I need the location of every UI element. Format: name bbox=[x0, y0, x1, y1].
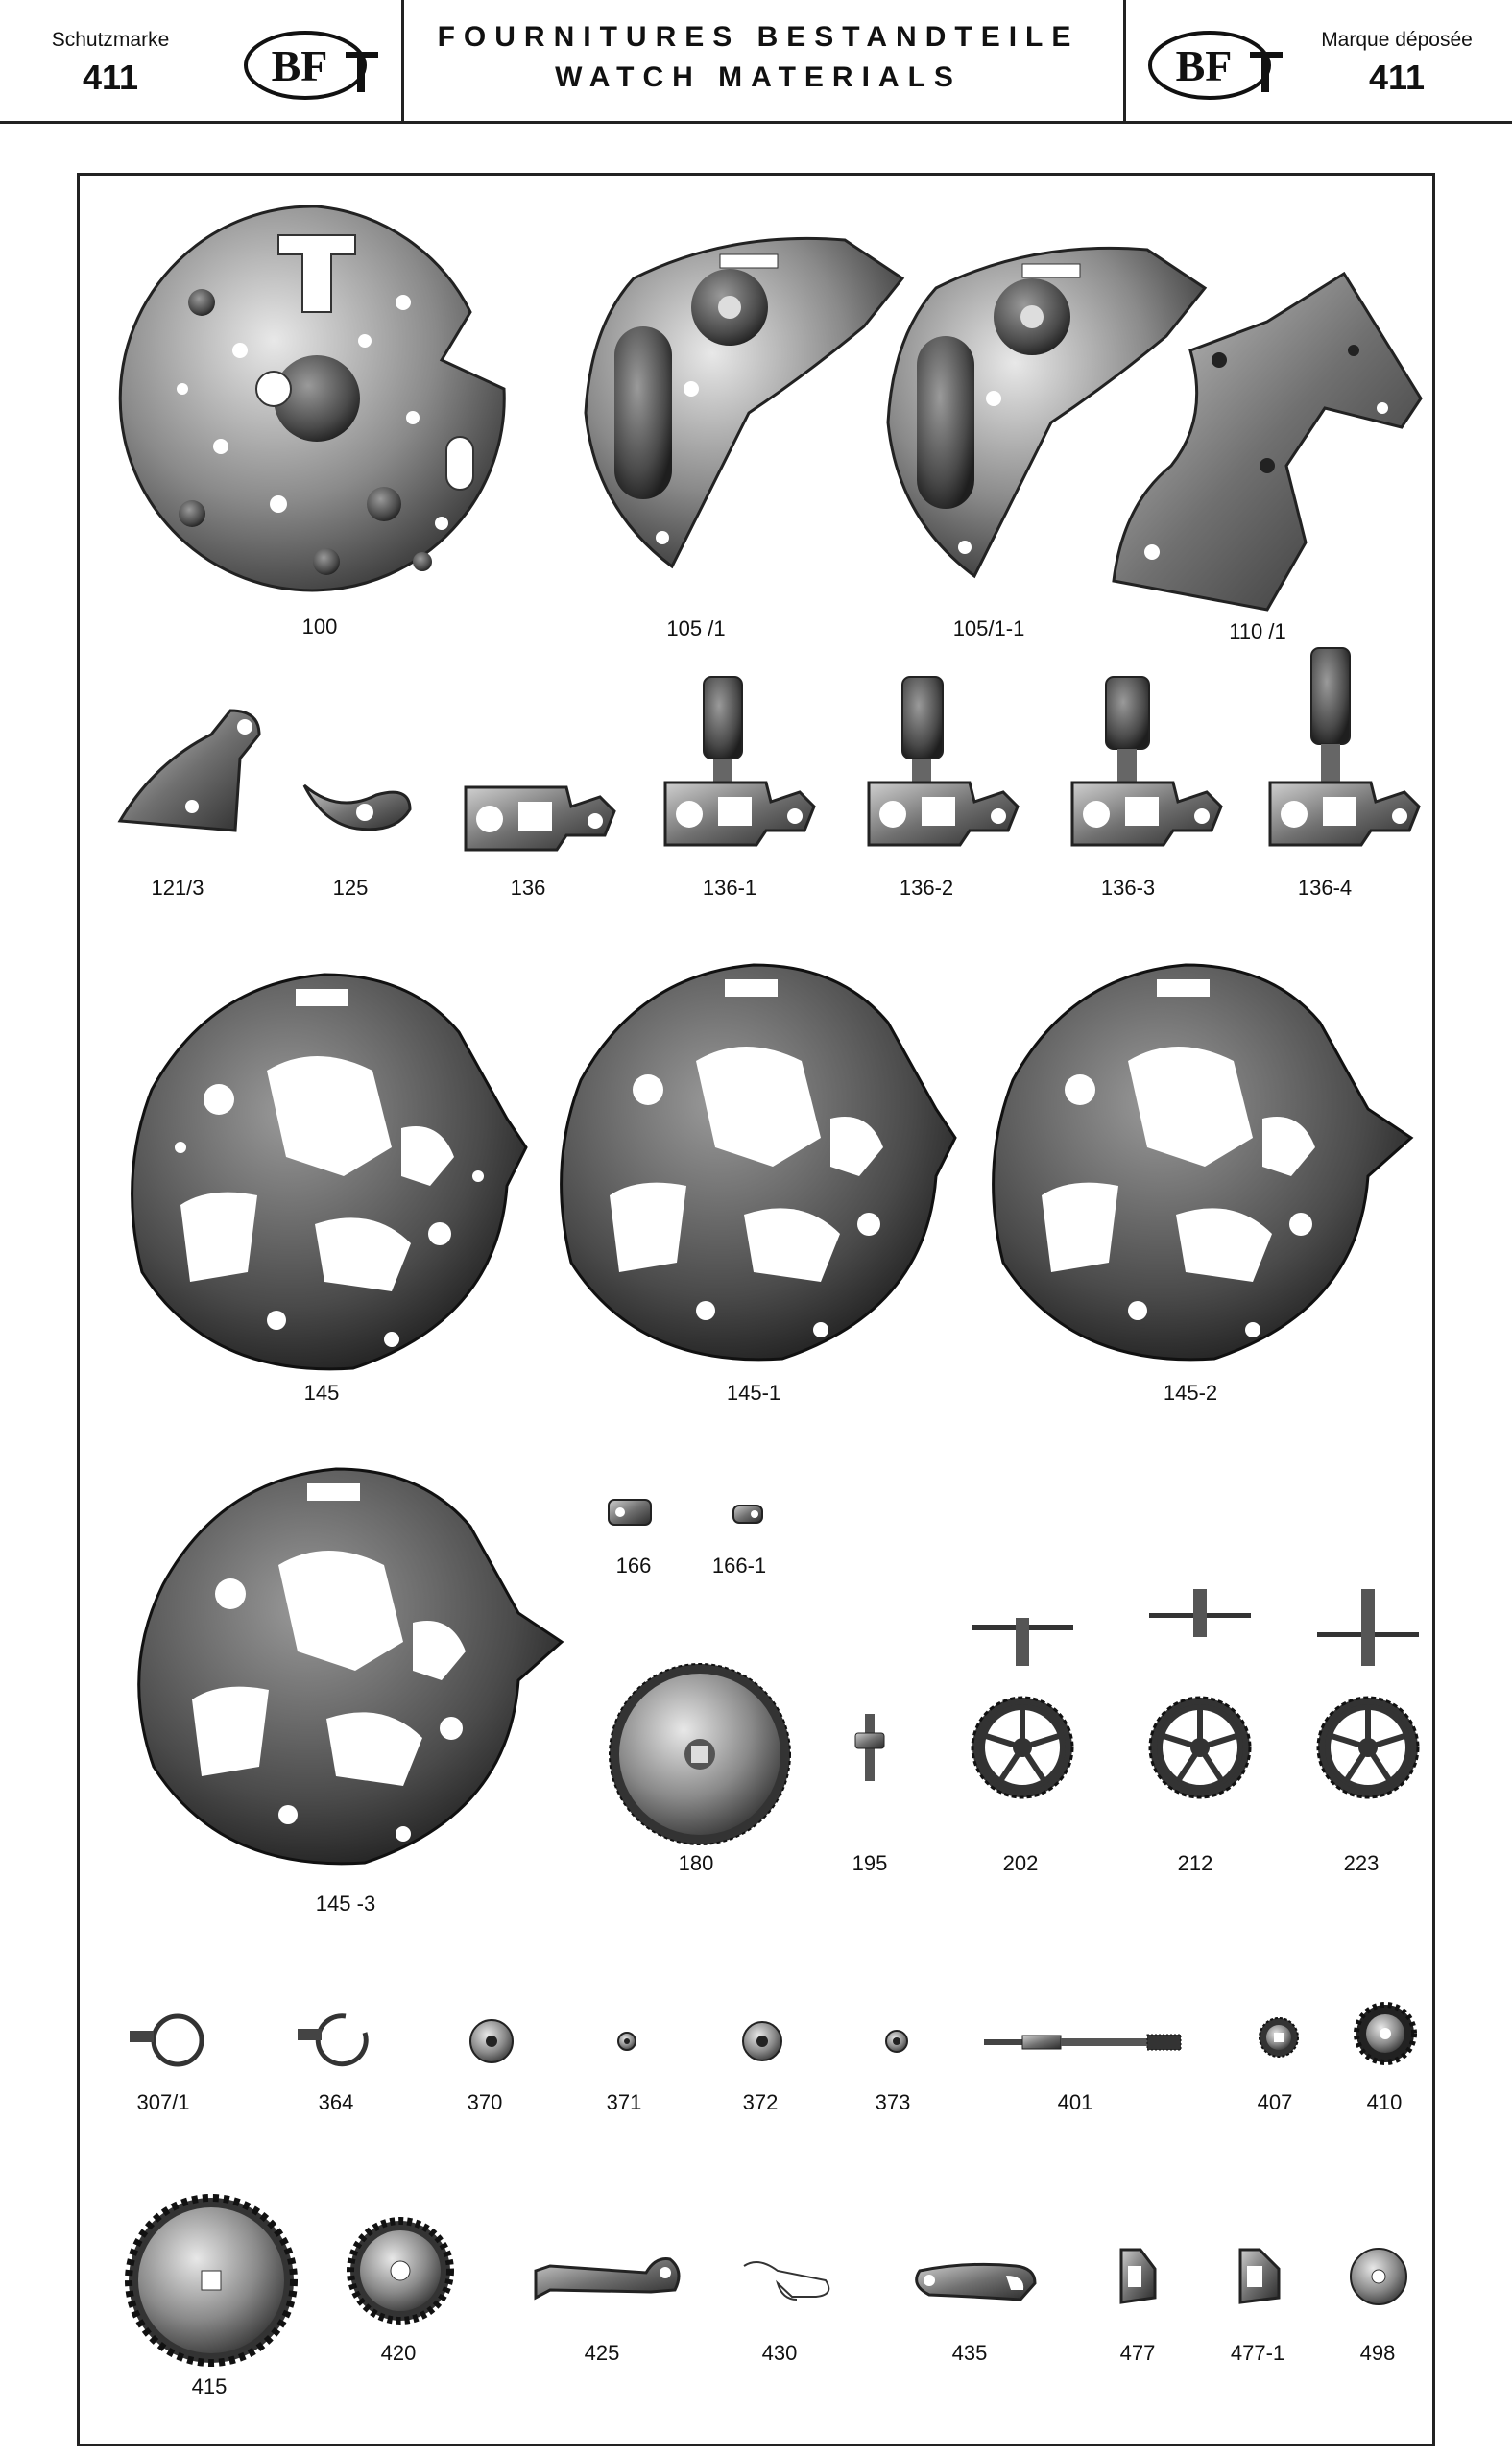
small-wheel-icon bbox=[1258, 2016, 1300, 2059]
part-number-364: 364 bbox=[318, 2090, 354, 2114]
bridge-icon bbox=[576, 221, 902, 566]
part-223 bbox=[1315, 1584, 1421, 1834]
setting-part-icon bbox=[461, 783, 619, 850]
yoke-icon bbox=[531, 2252, 684, 2304]
part-145-2 bbox=[984, 946, 1416, 1368]
part-202 bbox=[970, 1613, 1075, 1834]
part-136-3 bbox=[1068, 672, 1226, 850]
setting-part-tube-icon bbox=[660, 672, 819, 850]
barrel-icon bbox=[607, 1661, 794, 1848]
trademark-label-left: Schutzmarke bbox=[51, 29, 170, 51]
part-number-145-1: 145-1 bbox=[726, 1381, 781, 1405]
part-364 bbox=[293, 2012, 374, 2069]
part-number-136-4: 136-4 bbox=[1297, 876, 1353, 900]
part-number-420: 420 bbox=[380, 2341, 417, 2365]
part-498 bbox=[1349, 2247, 1408, 2306]
part-110-1 bbox=[1094, 274, 1421, 610]
winding-stem-icon bbox=[984, 2031, 1186, 2054]
part-100 bbox=[125, 197, 509, 600]
pillar-plate-icon bbox=[552, 946, 955, 1368]
part-212 bbox=[1147, 1584, 1253, 1834]
part-372 bbox=[741, 2020, 783, 2062]
part-number-373: 373 bbox=[875, 2090, 911, 2114]
part-number-223: 223 bbox=[1343, 1851, 1380, 1875]
part-number-105-1: 105 /1 bbox=[666, 616, 726, 640]
setting-part-tube-icon bbox=[1068, 672, 1226, 850]
part-number-136: 136 bbox=[510, 876, 546, 900]
small-screw-plate-icon bbox=[732, 1504, 766, 1525]
part-136 bbox=[461, 783, 619, 850]
part-number-498: 498 bbox=[1359, 2341, 1396, 2365]
part-number-407: 407 bbox=[1257, 2090, 1293, 2114]
small-screw-plate-icon bbox=[607, 1498, 655, 1527]
part-number-430: 430 bbox=[761, 2341, 798, 2365]
part-number-145-2: 145-2 bbox=[1163, 1381, 1218, 1405]
lever-icon bbox=[115, 706, 264, 835]
wheel-with-pinion-icon bbox=[1147, 1584, 1253, 1834]
part-number-425: 425 bbox=[584, 2341, 620, 2365]
logo-text: BF bbox=[1175, 41, 1233, 90]
part-477-1 bbox=[1236, 2245, 1284, 2307]
pillar-plate-icon bbox=[984, 946, 1416, 1368]
title-line-2: WATCH MATERIALS bbox=[555, 61, 962, 93]
page-header bbox=[0, 0, 1512, 124]
jewel-icon bbox=[885, 2030, 908, 2053]
part-477 bbox=[1116, 2245, 1160, 2307]
part-number-410: 410 bbox=[1366, 2090, 1403, 2114]
jewel-icon bbox=[617, 2032, 636, 2051]
ring-icon bbox=[125, 2012, 206, 2069]
bf-logo-left bbox=[238, 29, 382, 106]
part-number-166-1: 166-1 bbox=[711, 1554, 767, 1578]
part-420 bbox=[348, 2218, 453, 2324]
logo-text: BF bbox=[271, 41, 328, 90]
part-number-136-2: 136-2 bbox=[899, 876, 954, 900]
part-435 bbox=[910, 2256, 1040, 2304]
spring-icon bbox=[739, 2256, 835, 2304]
part-145-3 bbox=[125, 1450, 566, 1872]
part-415 bbox=[125, 2194, 298, 2367]
part-401 bbox=[984, 2031, 1186, 2054]
part-number-371: 371 bbox=[606, 2090, 642, 2114]
part-371 bbox=[617, 2032, 636, 2051]
part-307-1 bbox=[125, 2012, 206, 2069]
part-number-202: 202 bbox=[1002, 1851, 1039, 1875]
part-number-125: 125 bbox=[332, 876, 369, 900]
part-number-195: 195 bbox=[852, 1851, 888, 1875]
clip-icon bbox=[1116, 2245, 1160, 2307]
part-145-1 bbox=[552, 946, 955, 1368]
part-number-401: 401 bbox=[1057, 2090, 1093, 2114]
lever-icon bbox=[910, 2256, 1040, 2304]
wheel-with-pinion-icon bbox=[1315, 1584, 1421, 1834]
part-145 bbox=[123, 955, 526, 1378]
part-number-136-3: 136-3 bbox=[1100, 876, 1156, 900]
catalog-number-left: 411 bbox=[82, 58, 139, 97]
clip-icon bbox=[1236, 2245, 1284, 2307]
clamp-icon bbox=[300, 776, 415, 833]
part-430 bbox=[739, 2256, 835, 2304]
ratchet-wheel-icon bbox=[125, 2194, 298, 2367]
part-number-370: 370 bbox=[467, 2090, 503, 2114]
part-number-180: 180 bbox=[678, 1851, 714, 1875]
ring-icon bbox=[293, 2012, 374, 2069]
part-number-372: 372 bbox=[742, 2090, 779, 2114]
part-number-110-1: 110 /1 bbox=[1229, 619, 1286, 643]
part-425 bbox=[531, 2252, 684, 2304]
part-180 bbox=[607, 1661, 794, 1848]
crown-wheel-icon bbox=[348, 2218, 453, 2324]
arbor-icon bbox=[851, 1714, 889, 1781]
trademark-label-right: Marque déposée bbox=[1321, 29, 1473, 51]
part-number-435: 435 bbox=[951, 2341, 988, 2365]
part-105-1 bbox=[576, 221, 902, 566]
part-number-100: 100 bbox=[301, 614, 338, 639]
part-166 bbox=[607, 1498, 655, 1527]
title-line-1: FOURNITURES BESTANDTEILE bbox=[437, 21, 1080, 53]
part-number-212: 212 bbox=[1177, 1851, 1213, 1875]
part-136-1 bbox=[660, 672, 819, 850]
part-166-1 bbox=[732, 1504, 766, 1525]
pillar-plate-icon bbox=[125, 1450, 566, 1872]
bridge-plate-icon bbox=[1094, 274, 1421, 610]
part-number-145: 145 bbox=[303, 1381, 340, 1405]
part-number-105-1-1: 105/1-1 bbox=[952, 616, 1025, 640]
catalog-number-right: 411 bbox=[1368, 58, 1426, 97]
part-number-166: 166 bbox=[615, 1554, 652, 1578]
pillar-plate-icon bbox=[123, 955, 526, 1378]
part-number-136-1: 136-1 bbox=[702, 876, 757, 900]
part-number-145-3: 145 -3 bbox=[315, 1892, 376, 1916]
jewel-icon bbox=[468, 2018, 515, 2064]
part-407 bbox=[1258, 2016, 1300, 2059]
setting-part-tube-icon bbox=[1265, 643, 1424, 850]
star-wheel-icon bbox=[1354, 2002, 1417, 2065]
part-125 bbox=[300, 776, 415, 833]
part-373 bbox=[885, 2030, 908, 2053]
bf-logo-right bbox=[1142, 29, 1286, 106]
part-136-2 bbox=[864, 672, 1022, 850]
part-number-121-3: 121/3 bbox=[151, 876, 204, 900]
part-195 bbox=[851, 1714, 889, 1781]
part-121-3 bbox=[115, 706, 264, 835]
washer-icon bbox=[1349, 2247, 1408, 2306]
part-number-477: 477 bbox=[1119, 2341, 1156, 2365]
part-370 bbox=[468, 2018, 515, 2064]
jewel-icon bbox=[741, 2020, 783, 2062]
main-plate-icon bbox=[125, 197, 509, 600]
part-number-477-1: 477-1 bbox=[1230, 2341, 1285, 2365]
setting-part-tube-icon bbox=[864, 672, 1022, 850]
part-number-415: 415 bbox=[191, 2374, 228, 2398]
wheel-with-pinion-icon bbox=[970, 1613, 1075, 1834]
part-410 bbox=[1354, 2002, 1417, 2065]
part-136-4 bbox=[1265, 643, 1424, 850]
part-number-307-1: 307/1 bbox=[136, 2090, 190, 2114]
